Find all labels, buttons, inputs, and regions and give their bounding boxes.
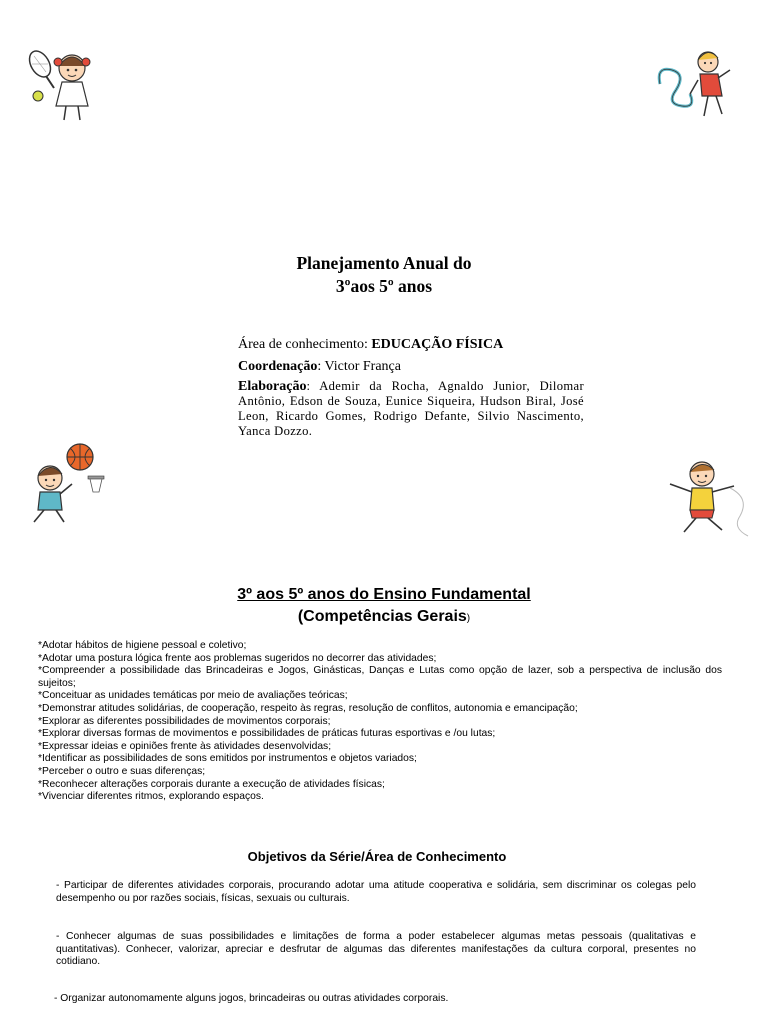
coord-value: : Victor França xyxy=(317,359,401,374)
competencias-heading-line-2: (Competências Gerais) xyxy=(297,608,471,625)
elab-value: : Ademir da Rocha, Agnaldo Junior, Dilomar Antônio, Edson de Souza, Eunice Siqueira, Hudson Biral, José Leon, Ricardo Gomes, Rodrigo Defante, Silvio Nascimento, Yanca Dozzo. xyxy=(238,379,584,438)
list-item: *Demonstrar atitudes solidárias, de cooperação, respeito às regras, resolução de conflitos, autonomia e emancipação; xyxy=(38,702,578,714)
competencias-heading-line-1: 3º aos 5º anos do Ensino Fundamental xyxy=(237,586,531,603)
list-item: *Adotar hábitos de higiene pessoal e coletivo; xyxy=(38,640,247,651)
list-item: *Compreender a possibilidade das Brincadeiras e Jogos, Ginásticas, Danças e Lutas como opção de lazer, sob a perspectiva de inclusão dos sujeitos; xyxy=(38,665,722,689)
list-item: *Conceituar as unidades temáticas por meio de avaliações teóricas; xyxy=(38,690,348,702)
page-title xyxy=(0,252,768,298)
objetivos-heading: Objetivos da Série/Área de Conhecimento xyxy=(247,849,507,864)
objetivo-item: - Organizar autonomamente alguns jogos, brincadeiras ou outras atividades corporais. xyxy=(54,993,449,1004)
info-block xyxy=(238,335,584,442)
competencias-list xyxy=(38,640,722,804)
area-row xyxy=(238,335,584,354)
objetivo-item: - Conhecer algumas de suas possibilidades e limitações de forma a poder estabelecer algumas metas pessoais (qualitativas e quantitativas). Conhecer, valorizar, apreciar e desfrutar de algumas das diferentes manifestações da cultura corporal, presentes no cotidiano. xyxy=(56,931,696,968)
title-line-2: 3ºaos 5º anos xyxy=(335,276,433,296)
list-item: *Perceber o outro e suas diferenças; xyxy=(38,765,206,777)
list-item: *Explorar as diferentes possibilidades de movimentos corporais; xyxy=(38,715,331,727)
area-label: Área de conhecimento: xyxy=(238,337,368,352)
elab-label: Elaboração xyxy=(238,379,307,394)
coord-row xyxy=(238,357,584,376)
area-value: EDUCAÇÃO FÍSICA xyxy=(371,337,504,352)
running-boy-icon xyxy=(660,458,754,540)
list-item: *Expressar ideias e opiniões frente às atividades desenvolvidas; xyxy=(38,740,332,752)
elab-row xyxy=(238,379,584,439)
basketball-boy-icon xyxy=(24,440,110,528)
objetivo-item: - Participar de diferentes atividades corporais, procurando adotar uma atitude cooperativa e solidária, sem discriminar os colegas pelo desempenho ou por razões sociais, físicas, sexuais ou culturais. xyxy=(56,880,696,904)
list-item: *Adotar uma postura lógica frente aos problemas sugeridos no decorrer das atividades; xyxy=(38,652,437,664)
title-line-1: Planejamento Anual do xyxy=(296,253,472,273)
list-item: *Explorar diversas formas de movimentos e possibilidades de práticas futuras esportivas e /ou lutas; xyxy=(38,728,496,740)
list-item: *Identificar as possibilidades de sons emitidos por instrumentos e objetos variados; xyxy=(38,753,417,765)
list-item: *Vivenciar diferentes ritmos, explorando espaços. xyxy=(38,791,264,803)
competencias-heading xyxy=(0,584,768,630)
ribbon-gymnast-icon xyxy=(652,44,734,128)
tennis-girl-icon xyxy=(24,42,104,124)
coord-label: Coordenação xyxy=(238,359,318,374)
list-item: *Reconhecer alterações corporais durante a execução de atividades físicas; xyxy=(38,778,385,790)
